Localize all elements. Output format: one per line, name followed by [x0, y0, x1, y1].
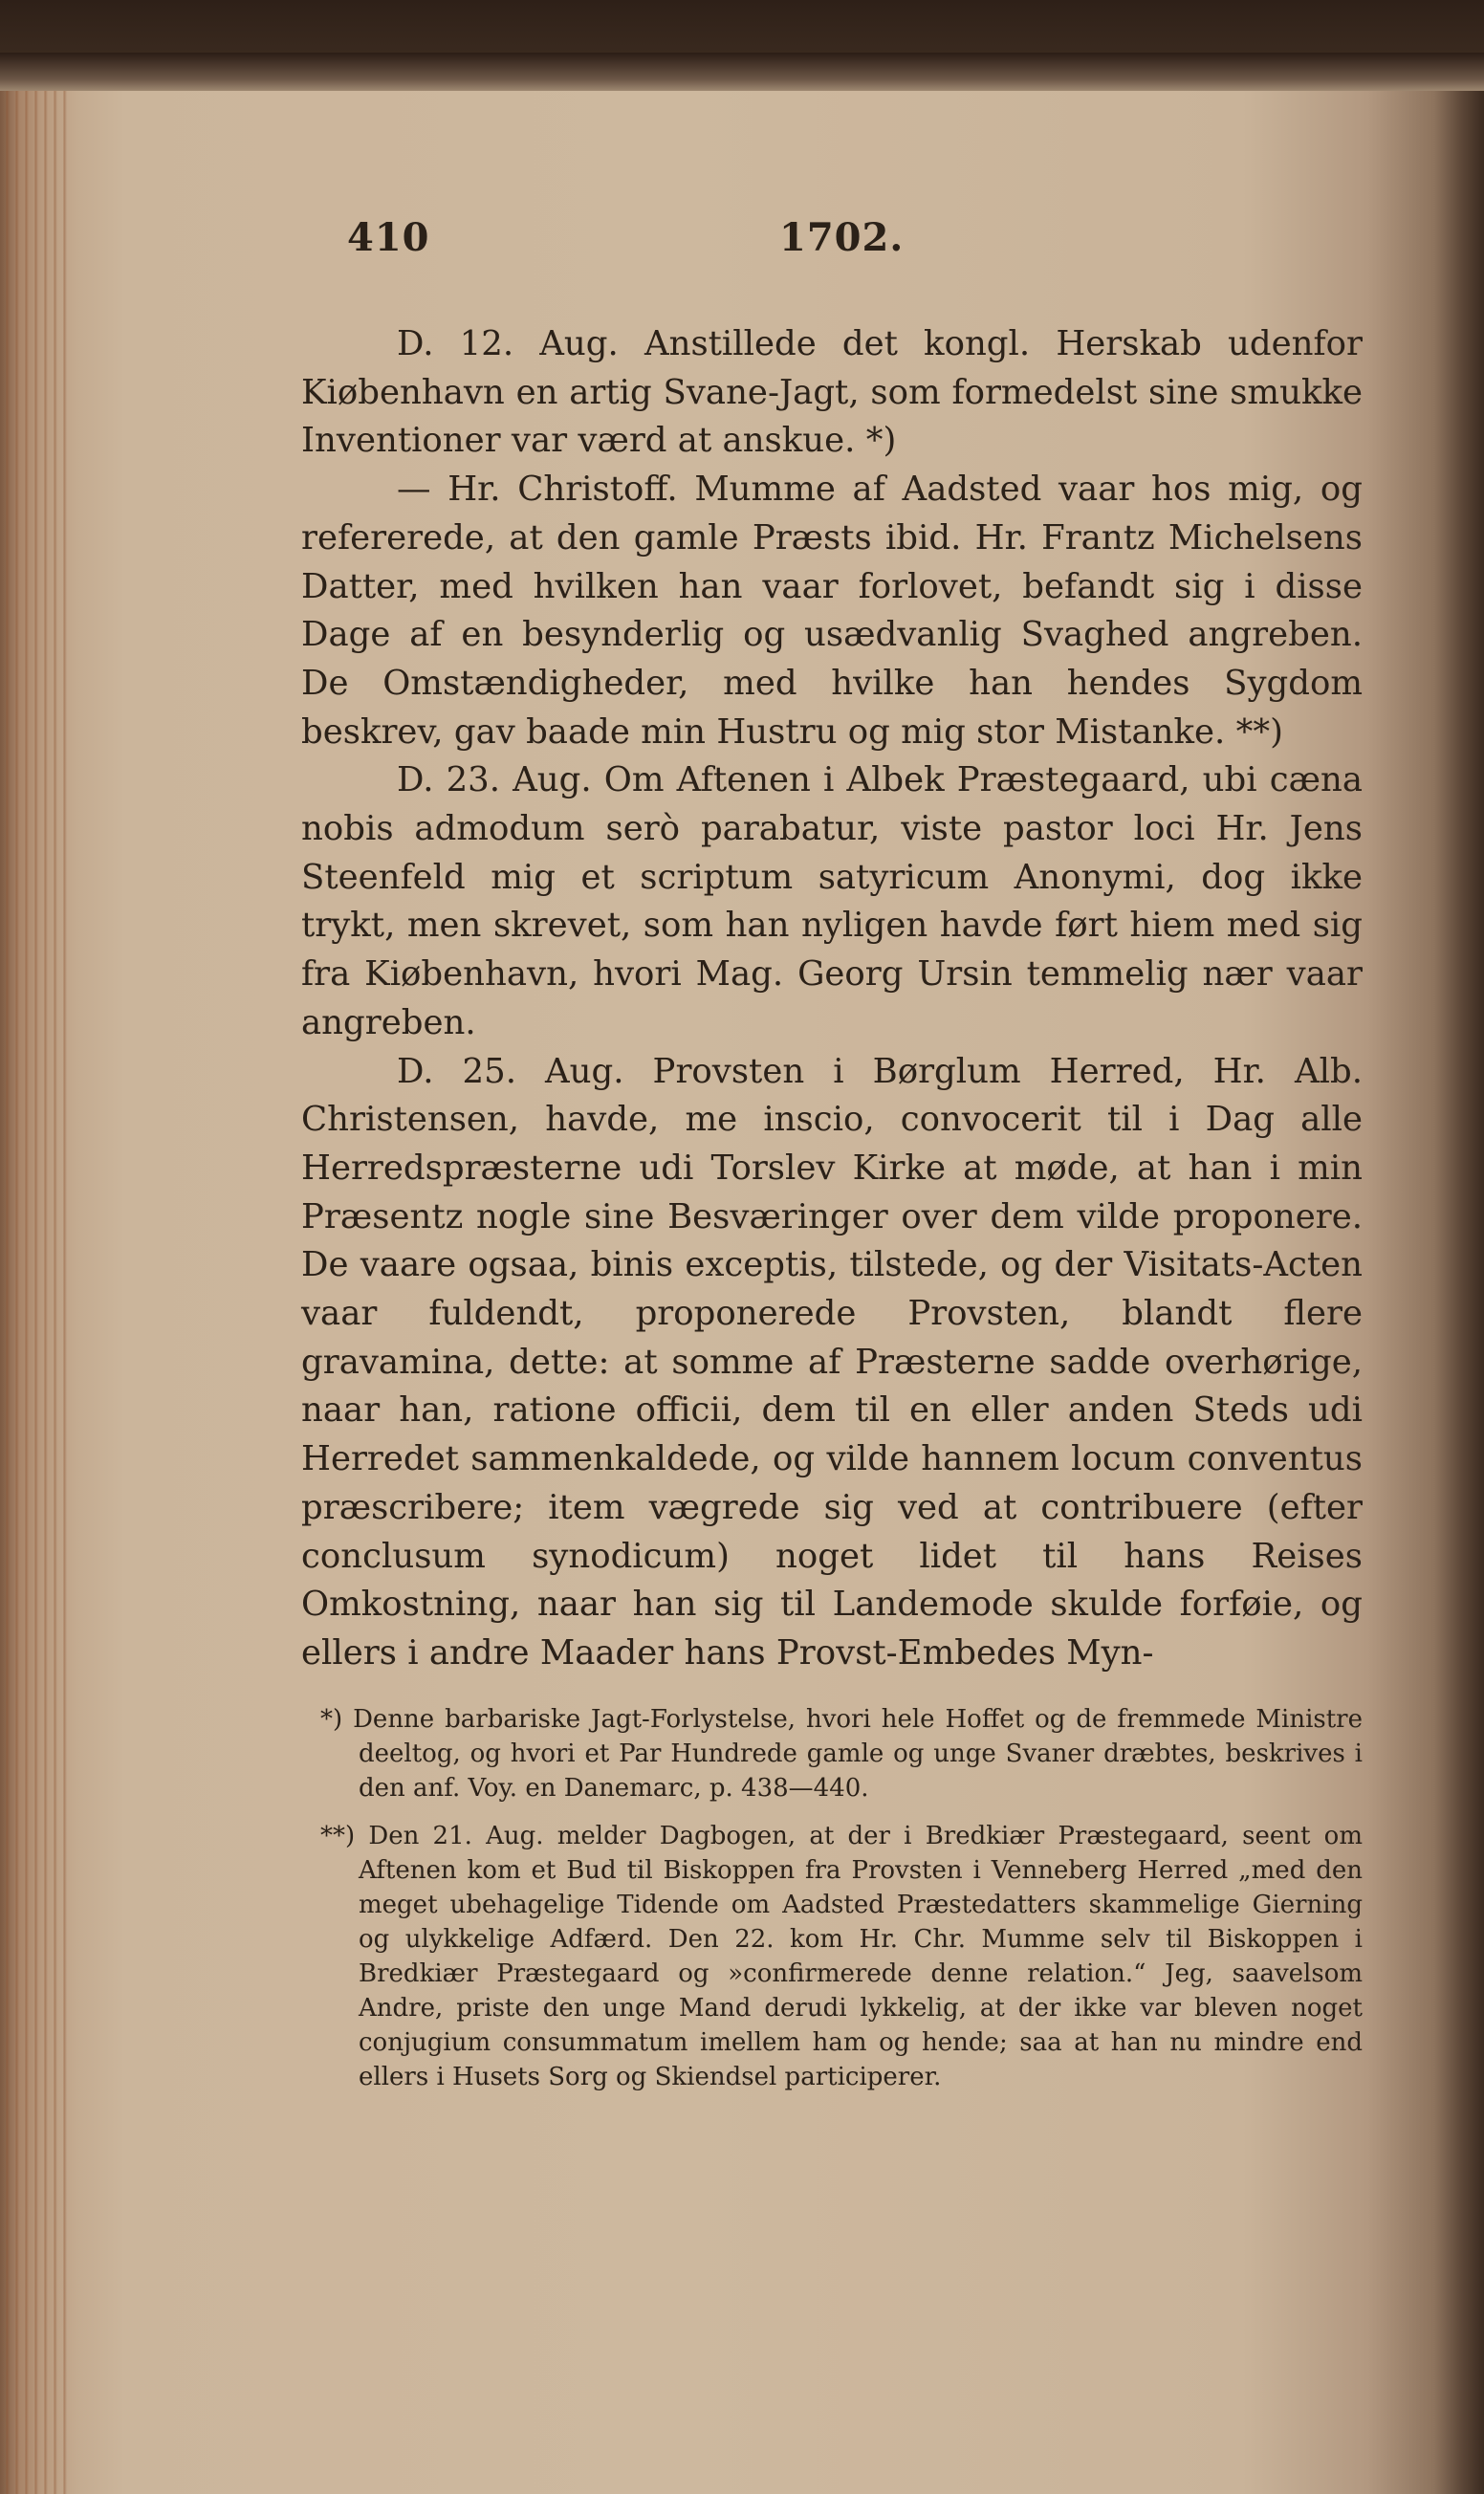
book-gutter: [0, 91, 72, 2494]
footnote-2: **) Den 21. Aug. melder Dagbogen, at der i Bredkiær Præstegaard, seent om Aftenen kom et Bud til Biskoppen fra Provsten i Venneberg Herred „med den meget ubehagelige Tidende om Aadsted Præstedatters skammelige Gierning og ulykkelige Adfærd. Den 22. kom Hr. Chr. Mumme selv til Biskoppen i Bredkiær Præstegaard og »confirmerede denne relation.“ Jeg, saavelsom Andre, priste den unge Mand derudi lykkelig, at der ikke var bleven noget conjugium consummatum imellem ham og hende; saa at han nu mindre end ellers i Husets Sorg og Skiendsel participerer.: [320, 1822, 1363, 2091]
paragraph-aug-25: D. 25. Aug. Provsten i Børglum Herred, Hr. Alb. Christensen, havde, me inscio, convocerit til i Dag alle Herredspræsterne udi Torslev Kirke at møde, at han i min Præsentz nogle sine Besværinger over dem vilde proponere. De vaare ogsaa, binis exceptis, tilstede, og der Visitats-Acten vaar fuldendt, proponerede Provsten, blandt flere gravamina, dette: at somme af Præsterne sadde overhørige, naar han, ratione officii, dem til en eller anden Steds udi Herredet sammenkaldede, og vilde hannem locum conventus præscribere; item vægrede sig ved at contribuere (efter conclusum synodicum) noget lidet til hans Reises Omkostning, naar han sig til Landemode skulde forføie, og ellers i andre Maader hans Provst-Embedes Myn-: [301, 1051, 1363, 1673]
paragraph-aug-12: D. 12. Aug. Anstillede det kongl. Herskab udenfor Kiøbenhavn en artig Svane-Jagt, som formedelst sine smukke Inventioner var værd at anskue. *): [301, 324, 1363, 461]
paragraph-aug-23: D. 23. Aug. Om Aftenen i Albek Præstegaard, ubi cæna nobis admodum serò parabatur, viste pastor loci Hr. Jens Steenfeld mig et scriptum satyricum Anonymi, dog ikke trykt, men skrevet, som han nyligen havde ført hiem med sig fra Kiøbenhavn, hvori Mag. Georg Ursin temmelig nær vaar angreben.: [301, 760, 1363, 1042]
footnote-1: *) Denne barbariske Jagt-Forlystelse, hvori hele Hoffet og de fremmede Ministre deeltog, og hvori et Par Hundrede gamle og unge Svaner dræbtes, beskrives i den anf. Voy. en Danemarc, p. 438—440.: [320, 1705, 1363, 1803]
page-number: 410: [347, 215, 430, 260]
body-text: [301, 320, 1363, 1678]
page-header: [301, 215, 1363, 273]
book-top-edge: [0, 53, 1484, 91]
footnotes: [301, 1702, 1363, 2108]
paragraph-mumme: — Hr. Christoff. Mumme af Aadsted vaar hos mig, og refererede, at den gamle Præsts ibid. Hr. Frantz Michelsens Datter, med hvilken han vaar forlovet, befandt sig i disse Dage af en besynderlig og usædvanlig Svaghed angreben. De Omstændigheder, med hvilke han hendes Sygdom beskrev, gav baade min Hustru og mig stor Mistanke. **): [301, 470, 1363, 752]
page-year: 1702.: [779, 215, 905, 260]
